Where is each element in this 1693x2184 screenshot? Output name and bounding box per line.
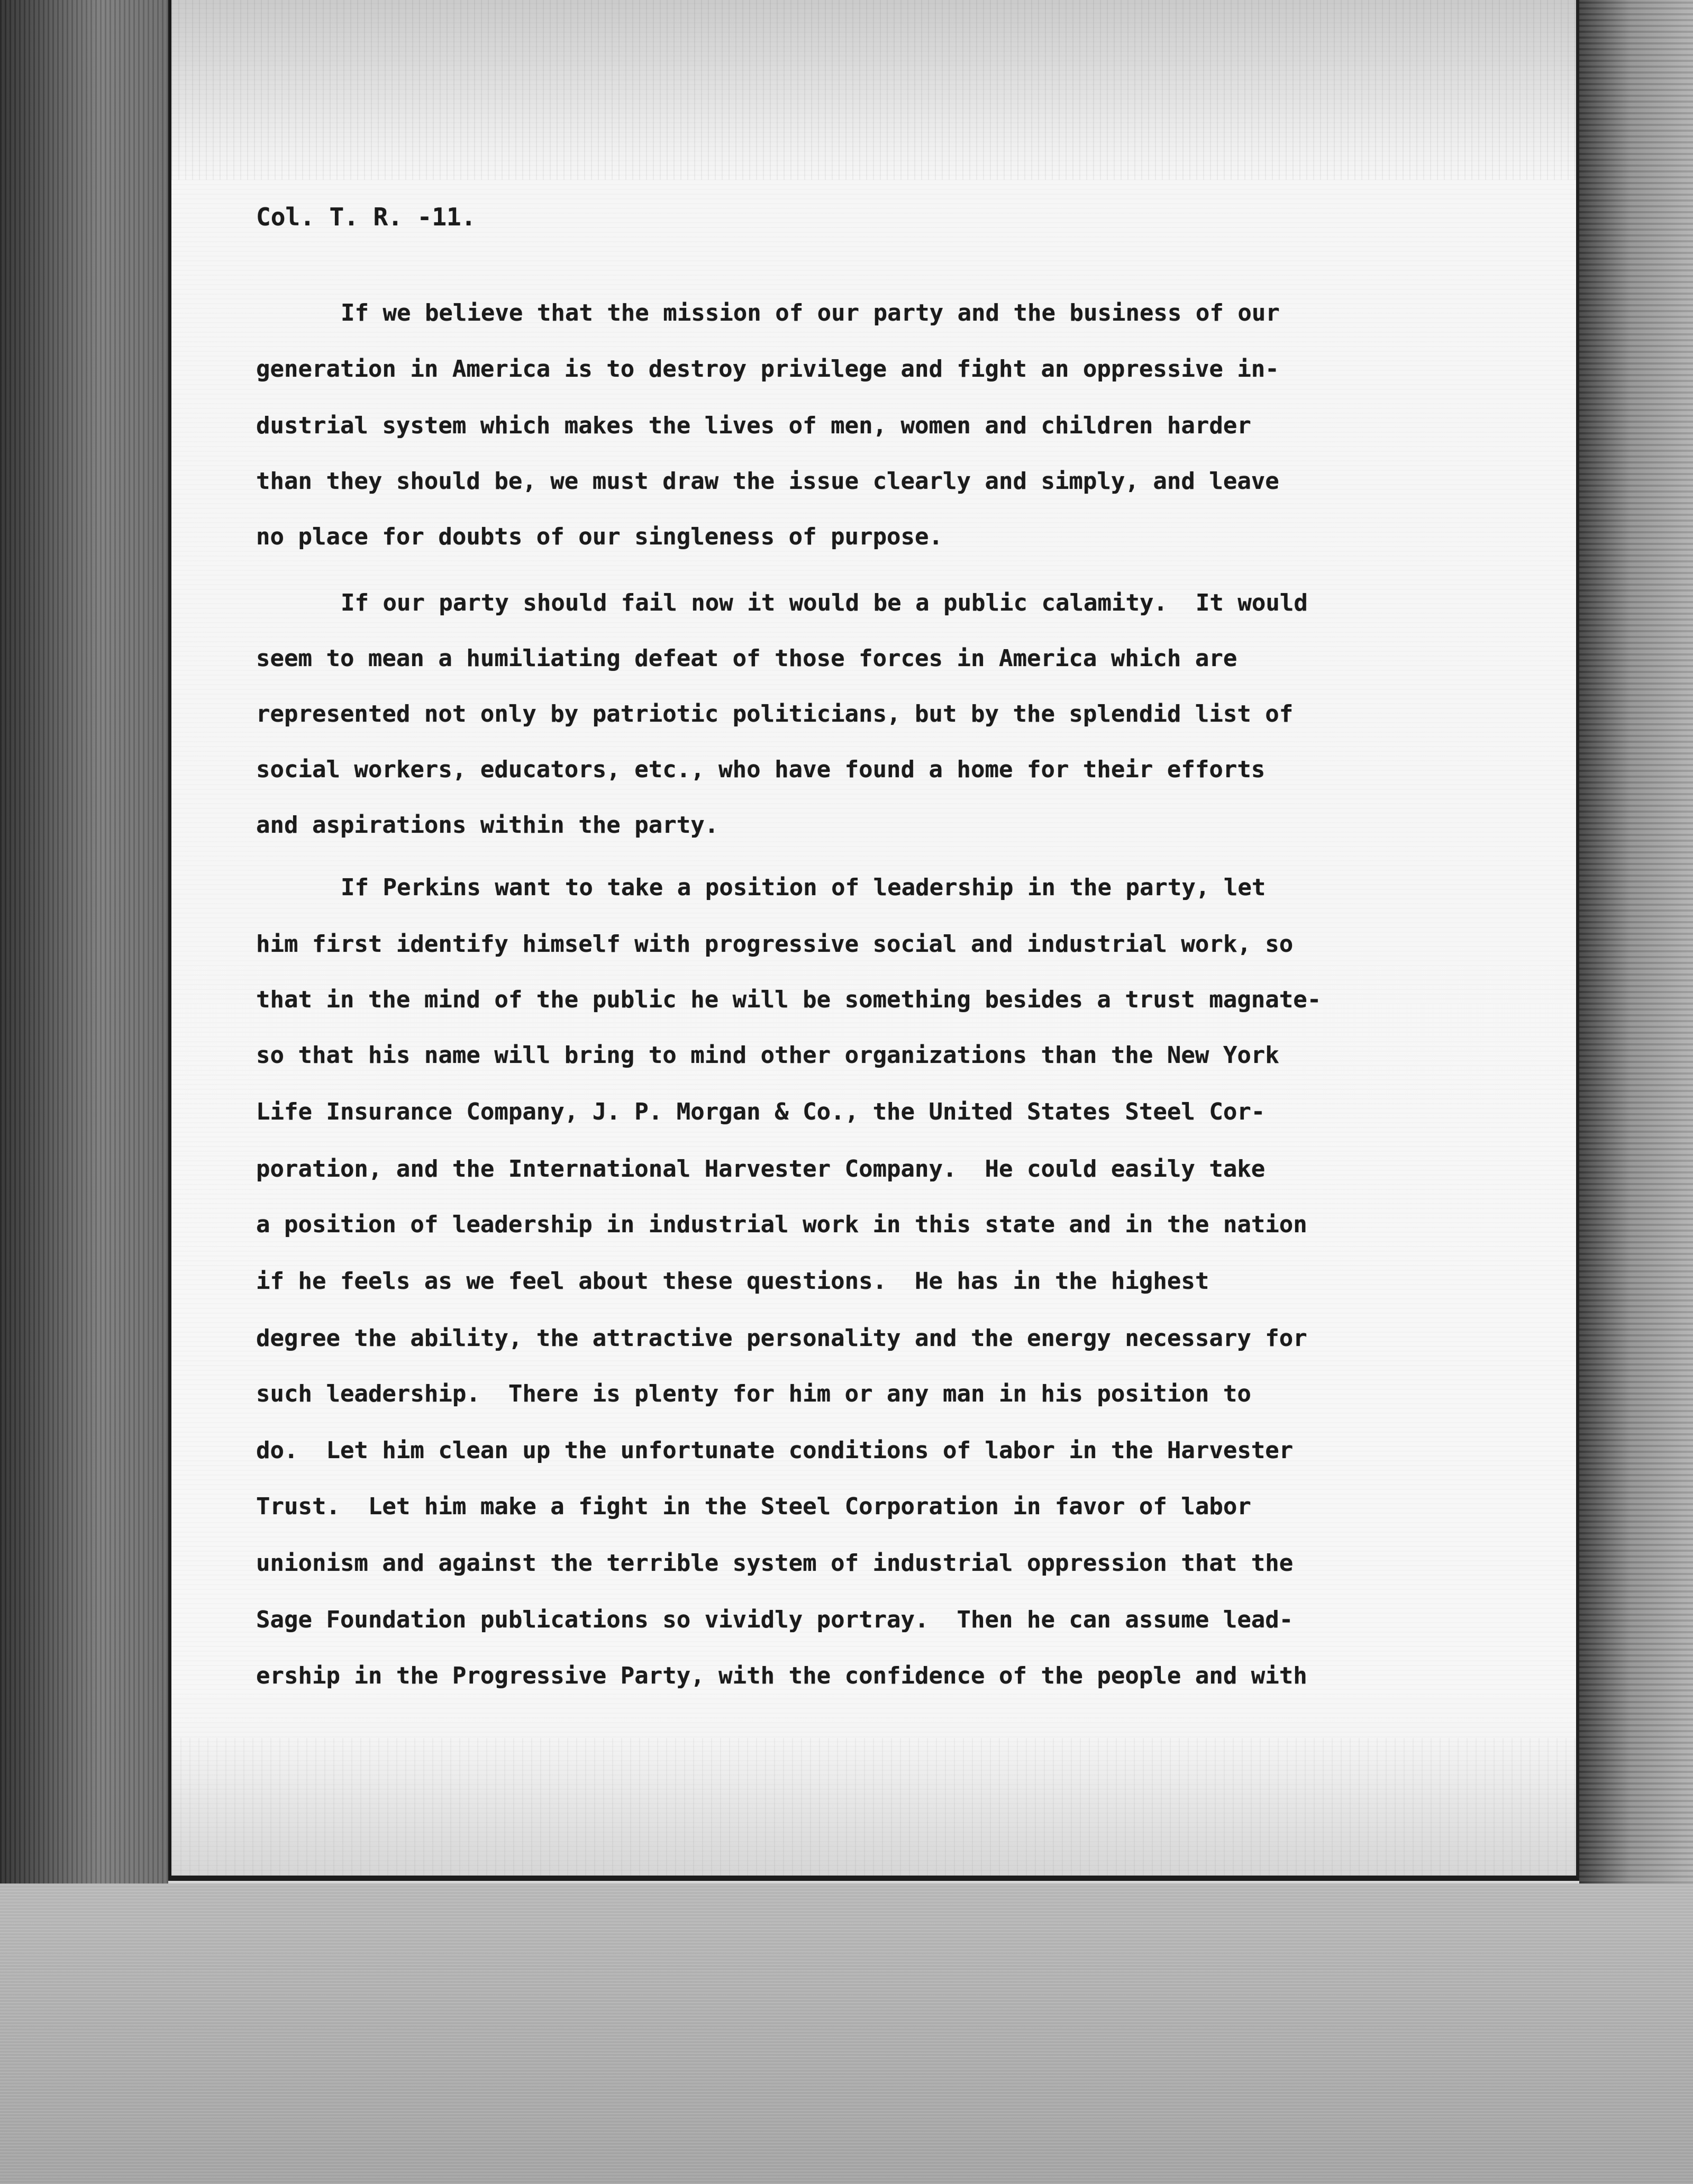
text-line: ership in the Progressive Party, with the confidence of the people and with: [256, 1662, 1307, 1689]
scan-right-margin: [1579, 0, 1693, 1883]
text-line: social workers, educators, etc., who have found a home for their efforts: [256, 756, 1266, 783]
text-line: no place for doubts of our singleness of purpose.: [256, 523, 943, 550]
text-line: seem to mean a humiliating defeat of those forces in America which are: [256, 645, 1237, 672]
text-line: If Perkins want to take a position of leadership in the party, let: [341, 874, 1266, 901]
text-line: such leadership. There is plenty for him or any man in his position to: [256, 1380, 1251, 1407]
text-line: him first identify himself with progressive social and industrial work, so: [256, 931, 1294, 958]
text-line: a position of leadership in industrial work in this state and in the nation: [256, 1211, 1307, 1238]
text-line: if he feels as we feel about these questions. He has in the highest: [256, 1268, 1209, 1295]
scan-left-margin: [0, 0, 168, 1883]
text-line: degree the ability, the attractive personality and the energy necessary for: [256, 1325, 1307, 1352]
text-line: Life Insurance Company, J. P. Morgan & Co., the United States Steel Cor-: [256, 1098, 1266, 1125]
text-line: dustrial system which makes the lives of men, women and children harder: [256, 412, 1251, 439]
text-line: poration, and the International Harvester Company. He could easily take: [256, 1155, 1266, 1182]
text-line: If we believe that the mission of our party and the business of our: [341, 299, 1280, 326]
page-text: [171, 0, 1576, 1876]
text-line: and aspirations within the party.: [256, 812, 719, 839]
scan-bottom-area: [0, 1883, 1693, 2184]
typewritten-page: [168, 0, 1579, 1881]
text-line: so that his name will bring to mind other organizations than the New York: [256, 1042, 1279, 1069]
text-line: Trust. Let him make a fight in the Steel Corporation in favor of labor: [256, 1493, 1251, 1520]
page-header: Col. T. R. -11.: [256, 203, 476, 231]
text-line: unionism and against the terrible system of industrial oppression that the: [256, 1550, 1294, 1577]
text-line: If our party should fail now it would be a public calamity. It would: [341, 589, 1308, 616]
text-line: that in the mind of the public he will be something besides a trust magnate-: [256, 986, 1322, 1013]
text-line: Sage Foundation publications so vividly portray. Then he can assume lead-: [256, 1606, 1294, 1633]
text-line: represented not only by patriotic politicians, but by the splendid list of: [256, 700, 1294, 727]
text-line: generation in America is to destroy privilege and fight an oppressive in-: [256, 356, 1279, 383]
text-line: do. Let him clean up the unfortunate conditions of labor in the Harvester: [256, 1437, 1294, 1464]
text-line: than they should be, we must draw the issue clearly and simply, and leave: [256, 468, 1279, 495]
